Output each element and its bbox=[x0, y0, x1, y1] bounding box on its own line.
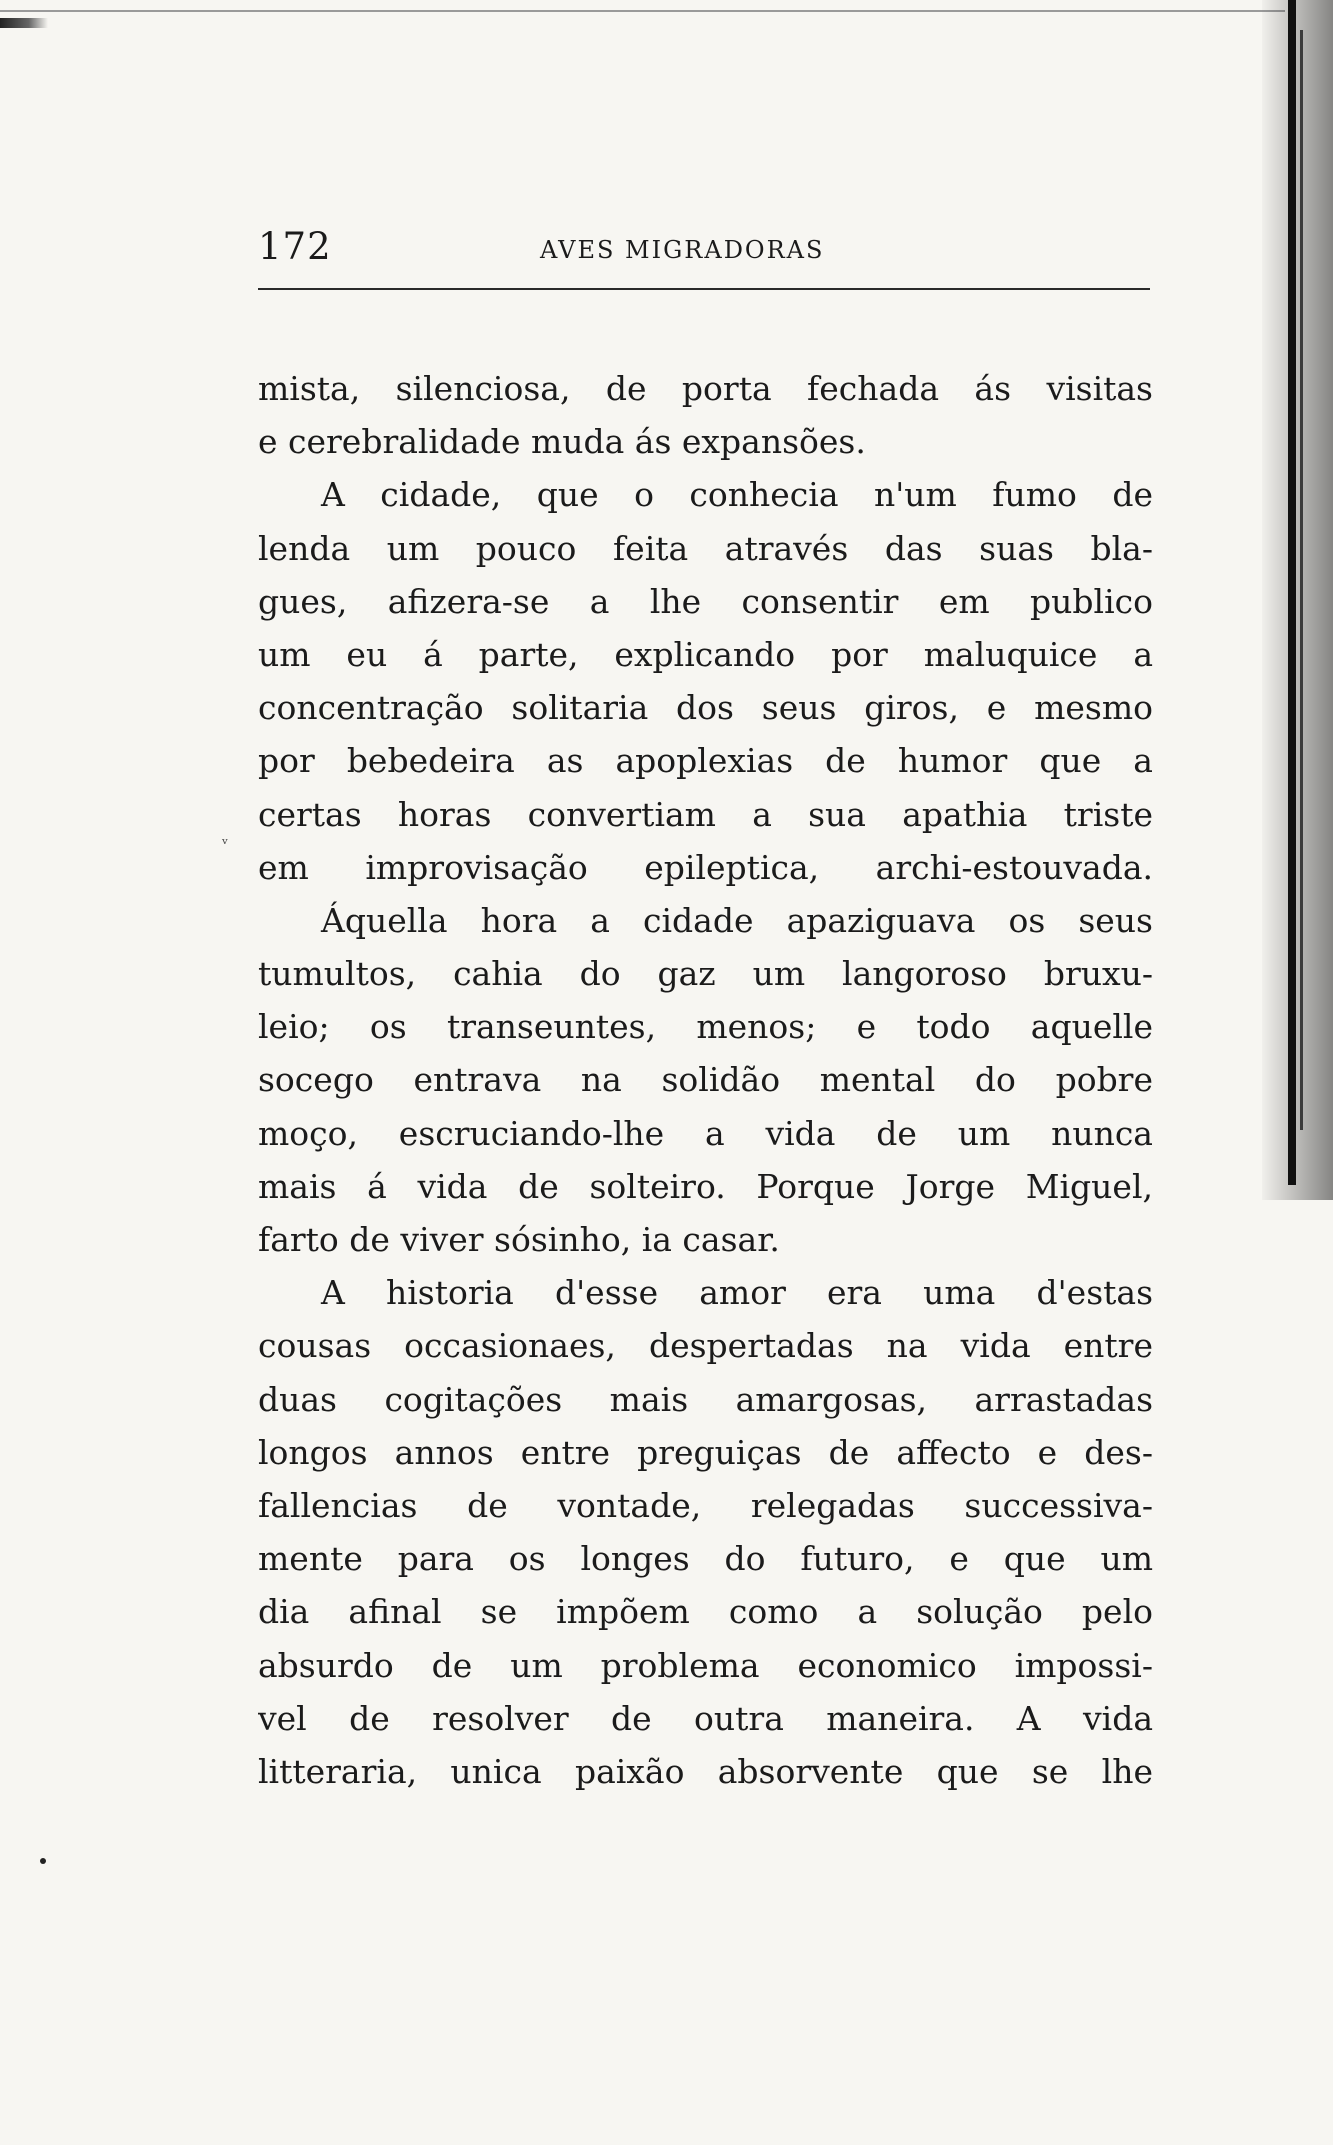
scan-top-edge bbox=[0, 10, 1285, 12]
margin-mark: ᵛ bbox=[222, 834, 228, 853]
text-line: gues, afizera-se a lhe consentir em publico bbox=[258, 581, 1153, 621]
text-line: longos annos entre preguiças de affecto e des- bbox=[258, 1432, 1153, 1472]
text-line: certas horas convertiam a sua apathia triste bbox=[258, 794, 1153, 834]
page-number: 172 bbox=[258, 225, 332, 268]
text-line: Áquella hora a cidade apaziguava os seus bbox=[321, 900, 1153, 940]
text-line: moço, escruciando-lhe a vida de um nunca bbox=[258, 1113, 1153, 1153]
text-line: mista, silenciosa, de porta fechada ás visitas bbox=[258, 369, 1153, 408]
body-text bbox=[258, 362, 1153, 1798]
text-line: A historia d'esse amor era uma d'estas bbox=[321, 1273, 1153, 1313]
text-line: um eu á parte, explicando por maluquice a bbox=[258, 634, 1153, 674]
scan-corner-mark bbox=[0, 18, 48, 28]
text-line: dia afinal se impõem como a solução pelo bbox=[258, 1592, 1153, 1632]
text-line: absurdo de um problema economico impossi- bbox=[258, 1645, 1153, 1685]
text-line: cousas occasionaes, despertadas na vida entre bbox=[258, 1326, 1153, 1366]
text-line: duas cogitações mais amargosas, arrastadas bbox=[258, 1379, 1153, 1419]
text-line: litteraria, unica paixão absorvente que se lhe bbox=[258, 1751, 1153, 1791]
running-title: AVES MIGRADORAS bbox=[540, 236, 825, 264]
book-binding-edge-inner bbox=[1300, 30, 1303, 1130]
text-line: leio; os transeuntes, menos; e todo aquelle bbox=[258, 1007, 1153, 1047]
page-header bbox=[258, 222, 1150, 282]
header-rule bbox=[258, 288, 1150, 290]
text-line: farto de viver sósinho, ia casar. bbox=[258, 1220, 780, 1259]
text-line: em improvisação epileptica, archi-estouvada. bbox=[258, 847, 1153, 887]
text-line: fallencias de vontade, relegadas successiva- bbox=[258, 1485, 1153, 1525]
text-line: mente para os longes do futuro, e que um bbox=[258, 1539, 1153, 1579]
text-line: A cidade, que o conhecia n'um fumo de bbox=[321, 475, 1153, 515]
scan-speck bbox=[40, 1858, 46, 1864]
text-line: tumultos, cahia do gaz um langoroso bruxu- bbox=[258, 954, 1153, 994]
text-line: e cerebralidade muda ás expansões. bbox=[258, 422, 866, 462]
text-line: socego entrava na solidão mental do pobre bbox=[258, 1060, 1153, 1100]
book-binding-shadow bbox=[1262, 0, 1333, 1200]
text-line: concentração solitaria dos seus giros, e mesmo bbox=[258, 688, 1153, 728]
text-line: mais á vida de solteiro. Porque Jorge Miguel, bbox=[258, 1166, 1153, 1206]
text-line: vel de resolver de outra maneira. A vida bbox=[258, 1698, 1153, 1738]
book-binding-edge bbox=[1288, 0, 1296, 1185]
text-line: lenda um pouco feita através das suas bla- bbox=[258, 528, 1153, 568]
text-line: por bebedeira as apoplexias de humor que a bbox=[258, 741, 1153, 781]
